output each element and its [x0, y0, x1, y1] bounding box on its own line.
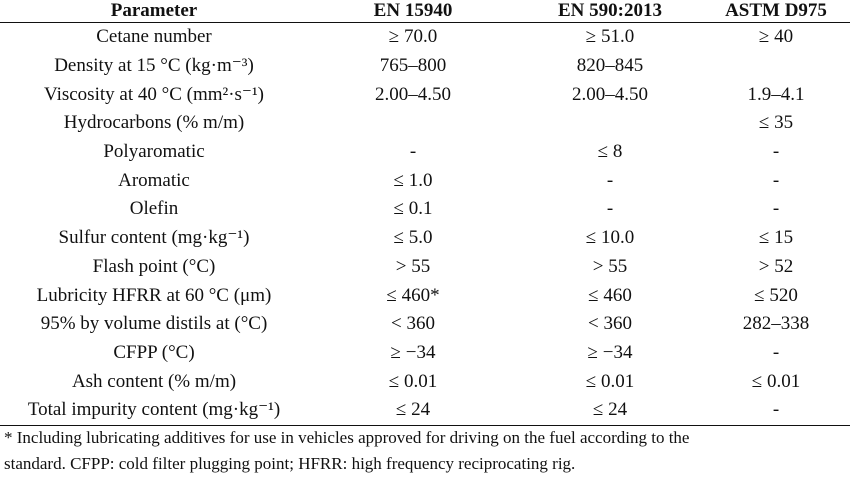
- value-cell: ≥ −34: [587, 341, 633, 363]
- header-en-15940: EN 15940: [308, 0, 518, 23]
- value-cell: -: [772, 169, 780, 191]
- value-cell: < 360: [391, 313, 435, 335]
- value-cell: ≤ 0.01: [751, 370, 801, 392]
- value-cell: ≤ 24: [518, 396, 702, 425]
- table-row: [0, 281, 850, 310]
- parameter-cell: Ash content (% m/m): [71, 370, 237, 392]
- parameter-cell: Flash point (°C): [92, 255, 216, 277]
- table-row: [0, 23, 850, 52]
- value-cell: 820–845: [576, 55, 644, 77]
- parameter-cell: Hydrocarbons (% m/m): [63, 112, 245, 134]
- value-cell: 1.9–4.1: [747, 83, 805, 105]
- table-header-row: [0, 0, 850, 23]
- value-cell: 765–800: [379, 55, 447, 77]
- value-cell: -: [606, 198, 614, 220]
- value-cell: -: [772, 141, 780, 163]
- value-cell: ≤ 0.1: [393, 198, 433, 220]
- parameter-cell: Viscosity at 40 °C (mm²·s⁻¹): [44, 83, 264, 105]
- value-cell: 2.00–4.50: [375, 83, 451, 105]
- value-cell: -: [772, 198, 780, 220]
- parameter-cell: Total impurity content (mg·kg⁻¹): [0, 396, 308, 425]
- parameter-cell: Sulfur content (mg·kg⁻¹): [58, 227, 250, 249]
- parameter-cell: 95% by volume distils at (°C): [40, 313, 268, 335]
- table-footnote: [4, 425, 850, 477]
- value-cell: ≥ −34: [390, 341, 436, 363]
- parameter-cell: Density at 15 °C (kg·m⁻³): [54, 55, 254, 77]
- value-cell: [518, 109, 702, 138]
- footnote-line-1: * Including lubricating additives for use in vehicles approved for driving on the fuel according to the: [4, 428, 690, 447]
- table-row: [0, 253, 850, 282]
- table-row: [0, 310, 850, 339]
- table-row: [0, 109, 850, 138]
- value-cell: ≤ 460: [588, 284, 632, 306]
- table-row: [0, 195, 850, 224]
- value-cell: ≥ 70.0: [388, 26, 438, 48]
- value-cell: < 360: [588, 313, 632, 335]
- value-cell: -: [409, 141, 417, 163]
- value-cell: 2.00–4.50: [572, 83, 648, 105]
- value-cell: -: [606, 169, 614, 191]
- table-row: [0, 339, 850, 368]
- table-row: [0, 367, 850, 396]
- parameter-cell: Olefin: [129, 198, 179, 220]
- value-cell: ≥ 40: [758, 26, 794, 48]
- value-cell: -: [702, 396, 850, 425]
- table-row: [0, 52, 850, 81]
- value-cell: ≤ 0.01: [388, 370, 438, 392]
- value-cell: > 55: [395, 255, 431, 277]
- table-row: [0, 166, 850, 195]
- header-parameter: Parameter: [0, 0, 308, 23]
- parameter-cell: CFPP (°C): [113, 341, 195, 363]
- value-cell: ≤ 1.0: [393, 169, 433, 191]
- value-cell: ≥ 51.0: [585, 26, 635, 48]
- value-cell: > 52: [758, 255, 794, 277]
- value-cell: [308, 109, 518, 138]
- value-cell: ≤ 15: [758, 227, 794, 249]
- value-cell: ≤ 520: [754, 284, 798, 306]
- header-en-590: EN 590:2013: [518, 0, 702, 23]
- value-cell: ≤ 8: [597, 141, 623, 163]
- value-cell: 282–338: [742, 313, 810, 335]
- parameter-cell: Polyaromatic: [103, 141, 205, 163]
- value-cell: ≤ 10.0: [585, 227, 635, 249]
- footnote-line-2: standard. CFPP: cold filter plugging point; HFRR: high frequency reciprocating rig.: [4, 454, 576, 473]
- parameter-cell: Cetane number: [96, 26, 212, 48]
- value-cell: [702, 52, 850, 81]
- value-cell: ≤ 24: [308, 396, 518, 425]
- parameter-cell: Aromatic: [118, 169, 190, 191]
- value-cell: -: [772, 341, 780, 363]
- table-row: [0, 80, 850, 109]
- value-cell: ≤ 5.0: [393, 227, 433, 249]
- table-row: [0, 224, 850, 253]
- table-row: [0, 396, 850, 425]
- parameter-cell: Lubricity HFRR at 60 °C (μm): [36, 284, 272, 306]
- value-cell: ≤ 35: [758, 112, 794, 134]
- value-cell: ≤ 0.01: [585, 370, 635, 392]
- header-astm-d975: ASTM D975: [702, 0, 850, 23]
- table-row: [0, 138, 850, 167]
- value-cell: > 55: [592, 255, 628, 277]
- value-cell: ≤ 460*: [386, 284, 440, 306]
